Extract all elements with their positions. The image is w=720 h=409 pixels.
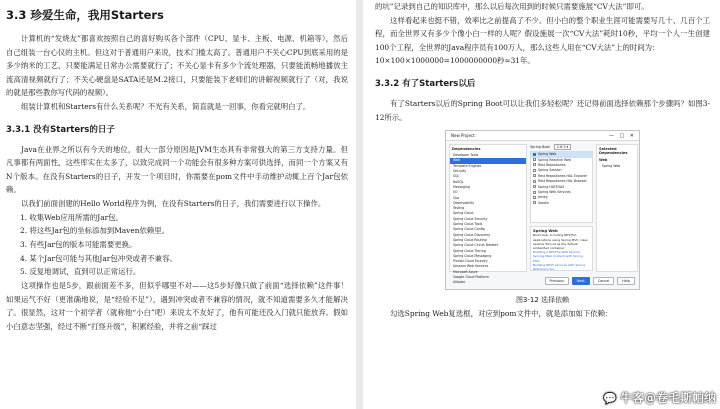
dependency-group-item[interactable]: Spring Cloud Security <box>453 216 488 221</box>
paragraph: 组装计算机和Starters有什么关系呢？不光有关系，简直就是一回事，你看完就明白了。 <box>21 101 311 111</box>
dependency-group-item[interactable]: Spring Cloud Routing <box>453 237 487 242</box>
checkbox[interactable] <box>533 158 536 161</box>
list-item: 2. 将这些Jar包的坐标添加到Maven依赖里。 <box>20 226 170 236</box>
spring-boot-version-select[interactable]: 2.6.3 ▾ <box>554 144 571 150</box>
checkbox-label: Spring Web Services <box>538 190 571 194</box>
dependency-group-item[interactable]: NoSQL <box>453 179 464 184</box>
description-text: Build web, including RESTful, applications using Spring MVC. Uses Apache Tomcat as the default embedded container. <box>533 233 588 250</box>
checkbox[interactable] <box>533 196 536 199</box>
selected-item[interactable]: Spring Web <box>602 164 621 169</box>
right-page <box>363 0 720 409</box>
guide-link[interactable]: Building REST services with Spring <box>533 262 586 267</box>
list-item: 5. 反复地调试，直到可以正常运行。 <box>20 267 141 277</box>
selected-dependencies-panel <box>596 144 638 272</box>
dependency-group-item[interactable]: Spring Cloud Messaging <box>453 253 492 258</box>
watermark <box>603 389 716 406</box>
paragraph: 以我们前面创建的Hello World程序为例，在没有Starters的日子，我们需要进行以下操作。 <box>21 198 326 208</box>
paragraph: 有了Starters以后的Spring Boot可以让我们多轻松呢？还记得前面选择依赖那个步骤吗？如图3-12所示。 <box>375 98 710 122</box>
dependency-group-item[interactable]: Google Cloud Platform <box>453 274 489 279</box>
section-heading: 3.3 珍爱生命，我用Starters <box>6 8 164 22</box>
web-options-list <box>530 151 593 223</box>
dependency-group-item[interactable]: I/O <box>453 190 458 195</box>
dialog-titlebar <box>446 131 639 141</box>
paragraph: 计算机的“发烧友”都喜欢按照自己的喜好购买各个部件（CPU、显卡、主板、电源、机箱等），然后自己组装一台心仪的主机。但这对于普通用户来说，技术门槛太高了。普通用户不关心CPU到底采用的是多少纳米的工艺，只要能满足日常办公需要就行了；不关心显卡有多少个流处理器，只要能流畅地播放主流高清视频就行了；不关心硬盘是SATA还是M.2接口，只要能装下老师们的讲解视频就行了（对，我说的就是那些教你写代码的视频）。 <box>6 34 348 98</box>
checkbox[interactable] <box>533 163 536 166</box>
next-button[interactable]: Next <box>572 277 590 285</box>
list-item: 4. 某个Jar包可能与其他Jar包冲突或者不兼容。 <box>20 253 177 263</box>
dependency-group-item[interactable]: Messaging <box>453 184 470 189</box>
checkbox-label: Spring HATEOAS <box>538 184 565 189</box>
checkbox-label: Rest Repositories <box>538 162 566 167</box>
paragraph: 这项操作也是5步，跟前面差不多，但似乎哪里不对——这5步好像只做了前面“选择依赖”这件事！如果运气不好（更准确地说，是“经验不足”），遇到冲突或者不兼容的情况，就不知道需要多久才能解决了。很显然，这对一个初学者（就称他“小白”吧）来说太不友好了，他有可能还没入门就只能放弃。假如小白意志坚强，经过不断“打怪升级”，积累经验，并将之前“踩过 <box>6 281 348 331</box>
left-page <box>0 0 356 409</box>
dependency-group-item[interactable]: Spring Cloud Circuit Breaker <box>453 243 499 248</box>
paragraph: Java在业界之所以有今天的地位，很大一部分原因是JVM生态具有非常强大的第三方支持力量。但凡事都有两面性，这些库实在太多了，以致完成同一个功能会有很多种方案可供选择，而同一个方案又有N个版本。在没有Starters的日子，开发一个项目时，你需要在pom文件中手动维护动辄上百个Jar包依赖。 <box>6 144 348 195</box>
dependency-group-item[interactable]: Testing <box>453 206 465 211</box>
dialog-buttons <box>545 277 635 285</box>
guide-link[interactable]: Reference doc <box>533 266 555 271</box>
list-item: 1. 收集Web应用所需的Jar包。 <box>20 212 123 222</box>
dependency-checkbox-row[interactable] <box>531 201 592 206</box>
spring-boot-label: Spring Boot <box>530 145 550 150</box>
checkbox[interactable] <box>533 191 536 194</box>
checkbox[interactable] <box>533 201 536 204</box>
guide-link[interactable]: Building a RESTful Web Service <box>533 250 580 255</box>
list-item: 3. 有些Jar包的版本可能需要更换。 <box>20 239 137 249</box>
dependency-group-item[interactable]: Spring Cloud Tools <box>453 222 483 227</box>
checkbox-label: Rest Repositories HAL Explorer <box>538 173 588 178</box>
checkbox-label: Rest Repositories HAL Browser <box>538 179 587 184</box>
dependency-group-item[interactable]: Pivotal Cloud Foundry <box>453 259 488 264</box>
dependency-group-item[interactable]: Alibaba <box>453 280 465 285</box>
new-project-dialog-figure <box>445 130 640 290</box>
checkbox-label: Vaadin <box>538 200 549 205</box>
checkbox[interactable] <box>533 180 536 183</box>
dependency-group-item[interactable]: Template Engines <box>453 163 482 168</box>
help-button[interactable]: Help <box>617 277 635 285</box>
paragraph: 勾选Spring Web复选框，对应到pom文件中，就是添加如下依赖： <box>390 309 613 319</box>
guide-link[interactable]: Serving Web Content with Spring MVC <box>533 254 583 263</box>
dependency-group-item[interactable]: Amazon Web Services <box>453 264 489 269</box>
dependency-group-item[interactable]: Observability <box>453 200 475 205</box>
checkbox-label: Spring Reactive Web <box>538 157 571 162</box>
paragraph: 这样看起来也挺不错，效率比之前提高了不少。但小白的整个职业生涯可能需要写几十、几百个工程，而全世界又有多少个像小白一样的人呢？假设施展一次“CV大法”耗时10秒，平均一个人一生创建100个工程，全世界的Java程序员有100万人，那么这些人用在“CV大法”上的时间为： <box>375 15 710 52</box>
checkbox-label: Jersey <box>538 195 548 200</box>
selected-group: Web <box>599 158 608 163</box>
subsection-heading: 3.3.2 有了Starters以后 <box>375 78 476 89</box>
checkbox-label: Spring Session <box>538 168 562 173</box>
selected-dependencies-header: Selected Dependencies <box>599 147 628 156</box>
equation: 10×100×1000000=1000000000秒≈31年。 <box>375 56 535 66</box>
dependency-group-item[interactable]: Spring Cloud <box>453 211 474 216</box>
dependency-options-panel <box>530 144 593 272</box>
figure-caption: 图3-12 选择依赖 <box>515 296 570 305</box>
watermark-text: 牛客@卷毛斯帕纳 <box>619 391 716 405</box>
window-controls: — □ ✕ <box>608 133 636 140</box>
checkbox[interactable] <box>533 153 536 156</box>
dependency-group-item[interactable]: Web <box>450 158 526 163</box>
checkbox-label: Spring Web <box>538 152 557 157</box>
checkbox[interactable] <box>533 169 536 172</box>
dependency-group-item[interactable]: SQL <box>453 174 460 179</box>
cancel-button[interactable]: Cancel <box>593 277 615 285</box>
dependency-group-item[interactable]: Developer Tools <box>453 153 479 158</box>
description-title: Spring Web <box>533 228 558 234</box>
dependency-group-item[interactable]: Security <box>453 169 467 174</box>
dependency-group-item[interactable]: Spring Cloud Config <box>453 227 485 232</box>
dependencies-header: Dependencies <box>452 147 481 152</box>
dependency-group-item[interactable]: Spring Cloud Tracing <box>453 248 486 253</box>
subsection-heading: 3.3.1 没有Starters的日子 <box>6 124 115 135</box>
dependency-group-item[interactable]: Ops <box>453 195 460 200</box>
dependency-description <box>530 226 593 271</box>
dependency-groups-list <box>449 144 527 285</box>
checkbox[interactable] <box>533 185 536 188</box>
paragraph: 的坑”记录到自己的知识库中，那么以后每次用到的时候只需要施展“CV大法”即可。 <box>375 2 649 11</box>
dependency-group-item[interactable]: Spring Cloud Discovery <box>453 232 491 237</box>
previous-button[interactable]: Previous <box>545 277 569 285</box>
checkbox[interactable] <box>533 174 536 177</box>
dependency-group-item[interactable]: Microsoft Azure <box>453 269 478 274</box>
spring-boot-version-row <box>530 144 593 151</box>
chat-bubble-icon: 💬 <box>603 392 617 405</box>
dialog-title: New Project <box>451 133 475 139</box>
